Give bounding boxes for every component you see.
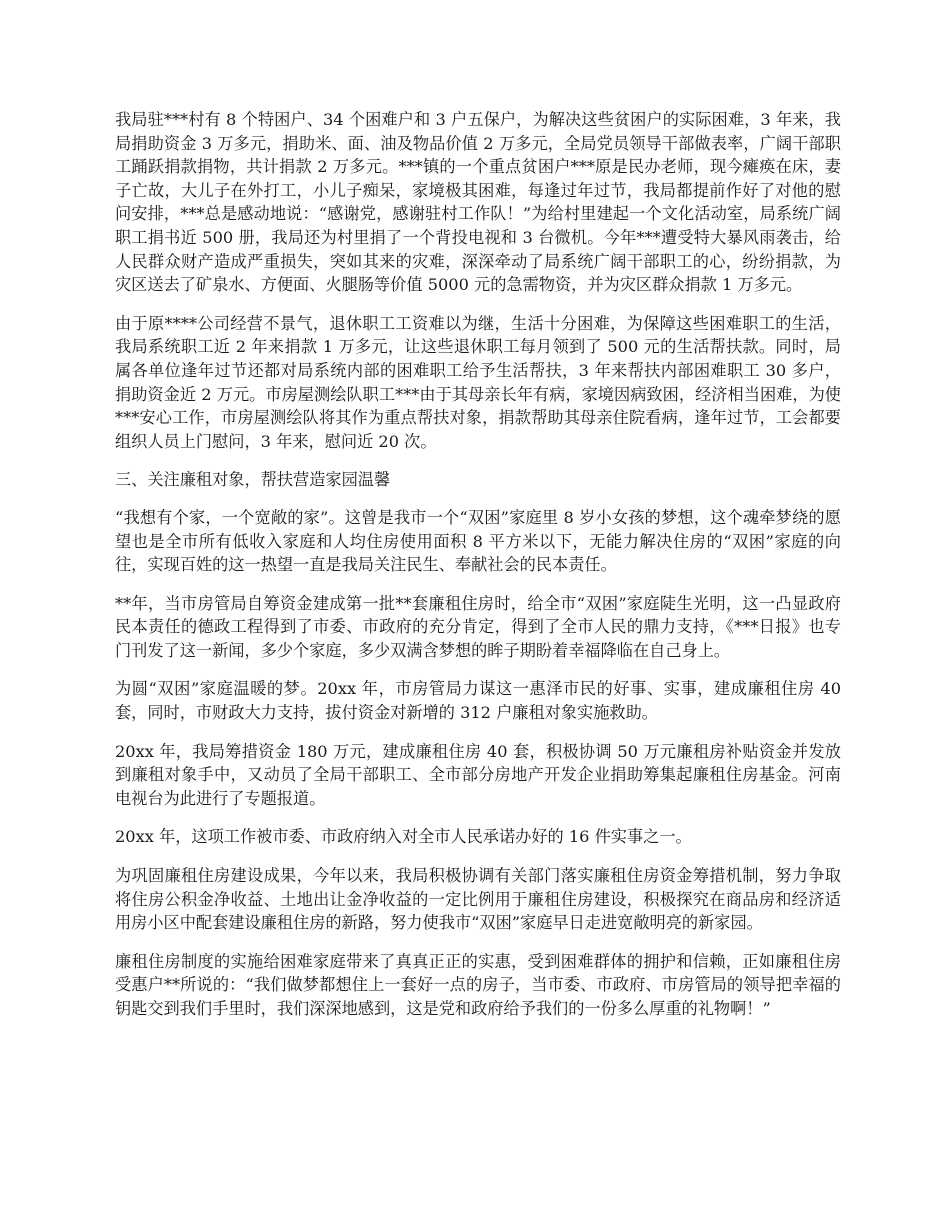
paragraph-consolidate: 为巩固廉租住房建设成果，今年以来，我局积极协调有关部门落实廉租住房资金筹措机制，努力争取将住房公积金净收益、土地出让金净收益的一定比例用于廉租住房建设，积极探究在商品房和经济适用房小区中配套建设廉租住房的新路，努力使我市“双困”家庭早日走进宽敞明亮的新家园。	[115, 866, 841, 933]
document-body	[115, 108, 841, 1036]
paragraph-funding: 20xx 年，我局筹措资金 180 万元，建成廉租住房 40 套，积极协调 50 万元廉租房补贴资金并发放到廉租对象手中，又动员了全局干部职工、全市部分房地产开发企业捐助筹集起廉租住房基金。河南电视台为此进行了专题报道。	[115, 741, 841, 808]
paragraph-practical-matters: 20xx 年，这项工作被市委、市政府纳入对全市人民承诺办好的 16 件实事之一。	[115, 827, 692, 847]
paragraph-home-dream: “我想有个家，一个宽敞的家”。这曾是我市一个“双困”家庭里 8 岁小女孩的梦想，这个魂牵梦绕的愿望也是全市所有低收入家庭和人均住房使用面积 8 平方米以下，无能力解决住房的“双困”家庭的向往，实现百姓的这一热望一直是我局关注民生、奉献社会的民本责任。	[115, 507, 841, 575]
paragraph-first-batch: **年，当市房管局自筹资金建成第一批**套廉租住房时，给全市“双困”家庭陡生光明，这一凸显政府民本责任的德政工程得到了市委、市政府的充分肯定，得到了全市人民的鼎力支持，《***日报》也专门刊发了这一新闻，多少个家庭，多少双满含梦想的眸子期盼着幸福降临在自己身上。	[115, 593, 841, 660]
paragraph-benefits: 廉租住房制度的实施给困难家庭带来了真真正正的实惠，受到困难群体的拥护和信赖，正如廉租住房受惠户**所说的：“我们做梦都想住上一套好一点的房子，当市委、市政府、市房管局的领导把幸福的钥匙交到我们手里时，我们深深地感到，这是党和政府给予我们的一份多么厚重的礼物啊！”	[115, 951, 841, 1018]
paragraph-retired-workers: 由于原****公司经营不景气，退休职工工资难以为继，生活十分困难，为保障这些困难职工的生活，我局系统职工近 2 年来捐款 1 万多元，让这些退休职工每月领到了 500 元的生活帮扶款。同时，局属各单位逢年过节还都对局系统内部的困难职工给予生活帮扶，3 年来帮扶内部困难职工 30 多户，捐助资金近 2 万元。市房屋测绘队职工***由于其母亲长年有病，家境因病致困，经济相当困难，为使***安心工作，市房屋测绘队将其作为重点帮扶对象，捐款帮助其母亲住院看病，逢年过节，工会都要组织人员上门慰问，3 年来，慰问近 20 次。	[115, 313, 841, 451]
paragraph-poverty-households: 我局驻***村有 8 个特困户、34 个困难户和 3 户五保户，为解决这些贫困户的实际困难，3 年来，我局捐助资金 3 万多元，捐助米、面、油及物品价值 2 万多元，全局党员领导干部做表率，广阔干部职工踊跃捐款捐物，共计捐款 2 万多元。***镇的一个重点贫困户***原是民办老师，现今瘫痪在床，妻子亡故，大儿子在外打工，小儿子痴呆，家境极其困难，每逢过年过节，我局都提前作好了对他的慰问安排，***总是感动地说：“感谢党，感谢驻村工作队！”为给村里建起一个文化活动室，局系统广阔职工捐书近 500 册，我局还为村里捐了一个背投电视和 3 台微机。今年***遭受特大暴风雨袭击，给人民群众财产造成严重损失，突如其来的灾难，深深牵动了局系统广阔干部职工的心，纷纷捐款，为灾区送去了矿泉水、方便面、火腿肠等价值 5000 元的急需物资，并为灾区群众捐款 1 万多元。	[115, 110, 841, 295]
paragraph-warm-dream: 为圆“双困”家庭温暖的梦。20xx 年，市房管局力谋这一惠泽市民的好事、实事，建成廉租住房 40 套，同时，市财政大力支持，拔付资金对新增的 312 户廉租对象实施救助。	[115, 679, 841, 723]
section-heading-low-rent: 三、关注廉租对象，帮扶营造家园温馨	[115, 470, 391, 490]
